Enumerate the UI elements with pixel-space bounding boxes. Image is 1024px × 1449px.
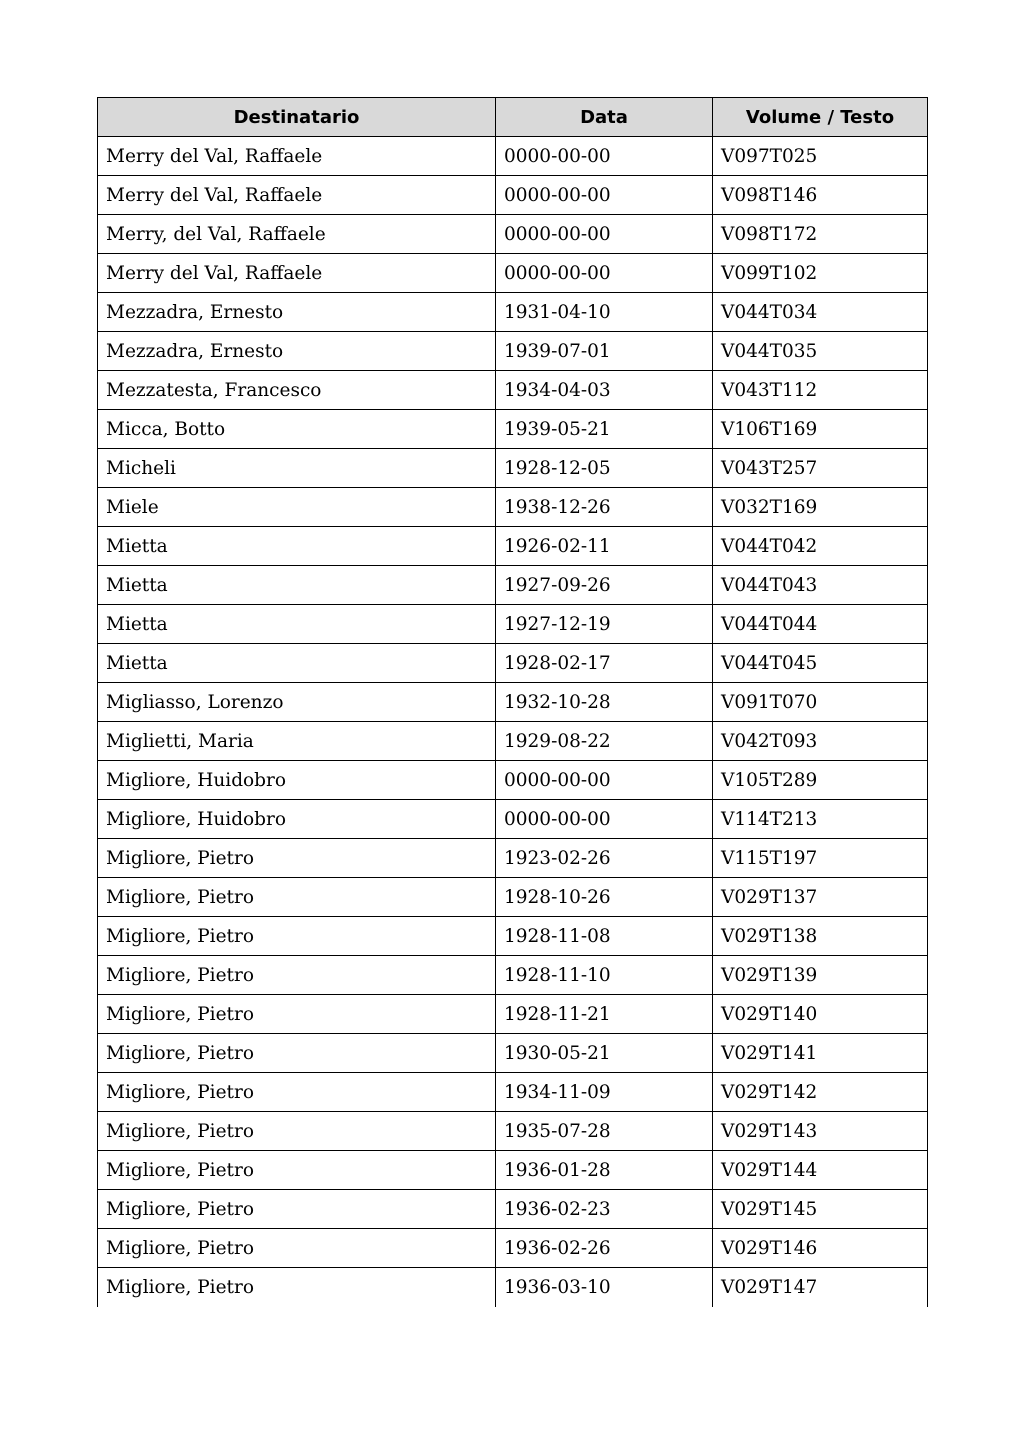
date-cell: 1934-11-09 bbox=[496, 1073, 713, 1112]
date-cell: 0000-00-00 bbox=[496, 800, 713, 839]
table-row bbox=[98, 956, 928, 995]
table-row bbox=[98, 761, 928, 800]
date-cell: 1938-12-26 bbox=[496, 488, 713, 527]
table-row bbox=[98, 1268, 928, 1307]
volume-text-cell: V099T102 bbox=[713, 254, 928, 293]
volume-text-cell: V029T142 bbox=[713, 1073, 928, 1112]
volume-text-cell: V029T138 bbox=[713, 917, 928, 956]
date-cell: 1936-03-10 bbox=[496, 1268, 713, 1307]
volume-text-cell: V029T146 bbox=[713, 1229, 928, 1268]
table-row bbox=[98, 254, 928, 293]
date-cell: 1928-11-10 bbox=[496, 956, 713, 995]
column-header-data: Data bbox=[496, 98, 713, 137]
date-cell: 1928-11-21 bbox=[496, 995, 713, 1034]
recipient-cell: Micheli bbox=[98, 449, 496, 488]
recipient-cell: Migliore, Pietro bbox=[98, 839, 496, 878]
table-row bbox=[98, 1034, 928, 1073]
table-row bbox=[98, 449, 928, 488]
table-row bbox=[98, 176, 928, 215]
recipient-cell: Migliore, Pietro bbox=[98, 956, 496, 995]
date-cell: 1934-04-03 bbox=[496, 371, 713, 410]
recipient-cell: Merry del Val, Raffaele bbox=[98, 254, 496, 293]
table-row bbox=[98, 917, 928, 956]
volume-text-cell: V029T141 bbox=[713, 1034, 928, 1073]
date-cell: 1929-08-22 bbox=[496, 722, 713, 761]
column-header-volume-testo: Volume / Testo bbox=[713, 98, 928, 137]
recipient-cell: Merry, del Val, Raffaele bbox=[98, 215, 496, 254]
date-cell: 0000-00-00 bbox=[496, 137, 713, 176]
recipient-cell: Migliore, Pietro bbox=[98, 995, 496, 1034]
volume-text-cell: V044T034 bbox=[713, 293, 928, 332]
recipient-cell: Mezzadra, Ernesto bbox=[98, 293, 496, 332]
volume-text-cell: V091T070 bbox=[713, 683, 928, 722]
volume-text-cell: V043T112 bbox=[713, 371, 928, 410]
recipient-cell: Mietta bbox=[98, 644, 496, 683]
date-cell: 1923-02-26 bbox=[496, 839, 713, 878]
table-row bbox=[98, 995, 928, 1034]
volume-text-cell: V105T289 bbox=[713, 761, 928, 800]
recipient-cell: Migliasso, Lorenzo bbox=[98, 683, 496, 722]
table-row bbox=[98, 527, 928, 566]
table-row bbox=[98, 722, 928, 761]
date-cell: 1939-07-01 bbox=[496, 332, 713, 371]
recipient-cell: Mezzatesta, Francesco bbox=[98, 371, 496, 410]
table-body bbox=[98, 137, 928, 1307]
recipient-cell: Migliore, Huidobro bbox=[98, 800, 496, 839]
date-cell: 1928-10-26 bbox=[496, 878, 713, 917]
date-cell: 1928-12-05 bbox=[496, 449, 713, 488]
volume-text-cell: V044T044 bbox=[713, 605, 928, 644]
recipient-cell: Micca, Botto bbox=[98, 410, 496, 449]
date-cell: 1931-04-10 bbox=[496, 293, 713, 332]
table-row bbox=[98, 215, 928, 254]
volume-text-cell: V044T035 bbox=[713, 332, 928, 371]
table-row bbox=[98, 566, 928, 605]
date-cell: 1936-01-28 bbox=[496, 1151, 713, 1190]
recipient-cell: Miglietti, Maria bbox=[98, 722, 496, 761]
date-cell: 1932-10-28 bbox=[496, 683, 713, 722]
recipient-cell: Mietta bbox=[98, 527, 496, 566]
recipient-cell: Mietta bbox=[98, 566, 496, 605]
date-cell: 1928-02-17 bbox=[496, 644, 713, 683]
date-cell: 1939-05-21 bbox=[496, 410, 713, 449]
table-row bbox=[98, 878, 928, 917]
recipient-cell: Migliore, Huidobro bbox=[98, 761, 496, 800]
table-row bbox=[98, 683, 928, 722]
header-row bbox=[98, 98, 928, 137]
volume-text-cell: V032T169 bbox=[713, 488, 928, 527]
recipient-cell: Merry del Val, Raffaele bbox=[98, 137, 496, 176]
recipient-cell: Migliore, Pietro bbox=[98, 1034, 496, 1073]
table-row bbox=[98, 1190, 928, 1229]
recipient-cell: Migliore, Pietro bbox=[98, 1190, 496, 1229]
recipient-cell: Migliore, Pietro bbox=[98, 1268, 496, 1307]
recipient-cell: Mietta bbox=[98, 605, 496, 644]
recipient-cell: Migliore, Pietro bbox=[98, 878, 496, 917]
table-header bbox=[98, 98, 928, 137]
volume-text-cell: V114T213 bbox=[713, 800, 928, 839]
date-cell: 1936-02-26 bbox=[496, 1229, 713, 1268]
volume-text-cell: V115T197 bbox=[713, 839, 928, 878]
date-cell: 0000-00-00 bbox=[496, 761, 713, 800]
table-row bbox=[98, 293, 928, 332]
volume-text-cell: V029T140 bbox=[713, 995, 928, 1034]
volume-text-cell: V029T139 bbox=[713, 956, 928, 995]
recipient-cell: Miele bbox=[98, 488, 496, 527]
table-row bbox=[98, 1151, 928, 1190]
table-row bbox=[98, 839, 928, 878]
date-cell: 1927-12-19 bbox=[496, 605, 713, 644]
volume-text-cell: V044T042 bbox=[713, 527, 928, 566]
table-row bbox=[98, 332, 928, 371]
volume-text-cell: V029T144 bbox=[713, 1151, 928, 1190]
volume-text-cell: V029T137 bbox=[713, 878, 928, 917]
recipient-cell: Migliore, Pietro bbox=[98, 1073, 496, 1112]
table-row bbox=[98, 605, 928, 644]
table-row bbox=[98, 1112, 928, 1151]
volume-text-cell: V029T147 bbox=[713, 1268, 928, 1307]
table-row bbox=[98, 137, 928, 176]
volume-text-cell: V098T172 bbox=[713, 215, 928, 254]
table-row bbox=[98, 800, 928, 839]
date-cell: 1930-05-21 bbox=[496, 1034, 713, 1073]
date-cell: 1928-11-08 bbox=[496, 917, 713, 956]
volume-text-cell: V044T045 bbox=[713, 644, 928, 683]
recipient-cell: Merry del Val, Raffaele bbox=[98, 176, 496, 215]
volume-text-cell: V042T093 bbox=[713, 722, 928, 761]
table-row bbox=[98, 644, 928, 683]
table-row bbox=[98, 410, 928, 449]
volume-text-cell: V106T169 bbox=[713, 410, 928, 449]
table-row bbox=[98, 488, 928, 527]
volume-text-cell: V029T143 bbox=[713, 1112, 928, 1151]
recipient-cell: Migliore, Pietro bbox=[98, 1112, 496, 1151]
letters-index-table bbox=[97, 97, 928, 1307]
volume-text-cell: V098T146 bbox=[713, 176, 928, 215]
column-header-destinatario: Destinatario bbox=[98, 98, 496, 137]
recipient-cell: Migliore, Pietro bbox=[98, 1151, 496, 1190]
volume-text-cell: V029T145 bbox=[713, 1190, 928, 1229]
date-cell: 0000-00-00 bbox=[496, 254, 713, 293]
volume-text-cell: V043T257 bbox=[713, 449, 928, 488]
recipient-cell: Mezzadra, Ernesto bbox=[98, 332, 496, 371]
volume-text-cell: V097T025 bbox=[713, 137, 928, 176]
table-row bbox=[98, 1229, 928, 1268]
date-cell: 0000-00-00 bbox=[496, 215, 713, 254]
date-cell: 1926-02-11 bbox=[496, 527, 713, 566]
date-cell: 0000-00-00 bbox=[496, 176, 713, 215]
date-cell: 1936-02-23 bbox=[496, 1190, 713, 1229]
date-cell: 1927-09-26 bbox=[496, 566, 713, 605]
date-cell: 1935-07-28 bbox=[496, 1112, 713, 1151]
volume-text-cell: V044T043 bbox=[713, 566, 928, 605]
table-row bbox=[98, 371, 928, 410]
recipient-cell: Migliore, Pietro bbox=[98, 917, 496, 956]
table-row bbox=[98, 1073, 928, 1112]
recipient-cell: Migliore, Pietro bbox=[98, 1229, 496, 1268]
